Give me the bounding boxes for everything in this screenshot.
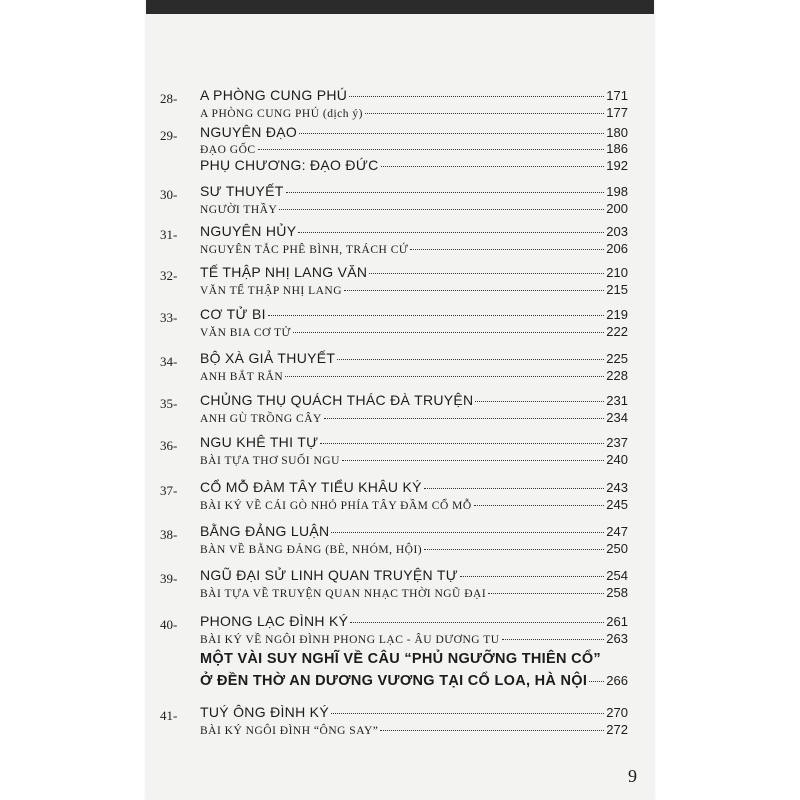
toc-leader-dots	[293, 332, 604, 333]
toc-entry-number: 38-	[160, 527, 178, 542]
toc-line	[200, 264, 628, 280]
toc-leader-dots	[410, 249, 604, 250]
toc-leader-dots	[350, 622, 604, 623]
toc-page-number: 272	[606, 722, 628, 737]
toc-leader-dots	[279, 209, 604, 210]
toc-leader-dots	[502, 639, 605, 640]
toc-line-title: A PHÒNG CUNG PHÚ	[200, 87, 348, 103]
toc-line	[200, 324, 628, 339]
toc-line-title: PHỤ CHƯƠNG: ĐẠO ĐỨC	[200, 157, 379, 173]
toc-page-number: 234	[606, 410, 628, 425]
toc-line	[200, 223, 628, 239]
page-number: 9	[628, 766, 637, 786]
toc-line-title: ĐẠO GỐC	[200, 144, 256, 156]
toc-entry-number: 39-	[160, 571, 178, 586]
toc-leader-dots	[474, 505, 605, 506]
toc-entry-number: 28-	[160, 91, 178, 106]
toc-leader-dots	[324, 418, 604, 419]
toc-page-number: 215	[606, 282, 628, 297]
toc-line	[200, 157, 628, 173]
toc-entry-number: 31-	[160, 227, 178, 242]
toc-entry-number: 33-	[160, 310, 178, 325]
toc-leader-dots	[381, 166, 605, 167]
toc-line	[200, 241, 628, 256]
toc-entry-number: 41-	[160, 708, 178, 723]
toc-page-number: 247	[606, 524, 628, 539]
toc-page-number: 243	[606, 480, 628, 495]
toc-line-title: NGŨ ĐẠI SỬ LINH QUAN TRUYỆN TỰ	[200, 567, 458, 583]
page-top-shadow	[146, 0, 654, 14]
toc-leader-dots	[589, 681, 604, 682]
toc-entry-number: 32-	[160, 268, 178, 283]
toc-page-number: 263	[606, 631, 628, 646]
toc-leader-dots	[424, 549, 604, 550]
toc-line-title: CHỦNG THỤ QUÁCH THÁC ĐÀ TRUYỆN	[200, 392, 474, 408]
toc-line-title: BÀI KÝ VỀ NGÔI ĐÌNH PHONG LẠC - ÂU DƯƠNG TU	[200, 634, 500, 646]
toc-line	[200, 350, 628, 366]
toc-line	[200, 704, 628, 720]
toc-page-number: 219	[606, 307, 628, 322]
toc-line	[200, 282, 628, 297]
toc-line-title: NGUYÊN HỦY	[200, 223, 297, 239]
toc-leader-dots	[344, 290, 604, 291]
toc-page-number: 177	[606, 105, 628, 120]
toc-page-number: 180	[606, 125, 628, 140]
toc-line-title: NGUYÊN ĐẠO	[200, 124, 298, 140]
toc-page-number: 261	[606, 614, 628, 629]
toc-line	[200, 567, 628, 583]
toc-page-number: 266	[606, 673, 628, 688]
toc-line	[200, 124, 628, 140]
toc-line-title: BÀI TỰA THƠ SUỐI NGU	[200, 455, 340, 467]
toc-leader-dots	[380, 730, 604, 731]
toc-page-number: 228	[606, 368, 628, 383]
toc-leader-dots	[268, 315, 605, 316]
toc-line	[200, 673, 628, 689]
toc-page-number: 225	[606, 351, 628, 366]
toc-leader-dots	[331, 532, 604, 533]
toc-page-number: 254	[606, 568, 628, 583]
toc-leader-dots	[342, 460, 604, 461]
toc-leader-dots	[369, 273, 604, 274]
toc-page-number: 222	[606, 324, 628, 339]
toc-line-title: SƯ THUYẾT	[200, 183, 284, 199]
toc-line-title: ANH GÙ TRỒNG CÂY	[200, 413, 322, 425]
toc-line-title: NGUYÊN TẮC PHÊ BÌNH, TRÁCH CỨ	[200, 244, 409, 256]
toc-line-title: BÀI TỰA VỀ TRUYỆN QUAN NHẠC THỜI NGŨ ĐẠI	[200, 588, 487, 600]
toc-leader-dots	[475, 401, 604, 402]
toc-line	[200, 201, 628, 216]
toc-line	[200, 105, 628, 120]
toc-line-title: BÀI KÝ NGÔI ĐÌNH “ÔNG SAY”	[200, 725, 379, 737]
toc-leader-dots	[299, 133, 604, 134]
toc-line	[200, 613, 628, 629]
toc-line	[200, 410, 628, 425]
toc-line-title: BÀI KÝ VỀ CÁI GÒ NHỎ PHÍA TÂY ĐẦM CỔ MỖ	[200, 500, 472, 512]
toc-line-title: ANH BẮT RẮN	[200, 371, 284, 383]
toc-leader-dots	[424, 488, 605, 489]
toc-entry-number: 30-	[160, 187, 178, 202]
toc-leader-dots	[349, 96, 604, 97]
toc-page-number: 237	[606, 435, 628, 450]
toc-line	[200, 183, 628, 199]
toc-line	[200, 497, 628, 512]
toc-line-title: PHONG LẠC ĐÌNH KÝ	[200, 613, 349, 629]
toc-line	[200, 541, 628, 556]
toc-page-number: 171	[606, 88, 628, 103]
toc-page-number: 240	[606, 452, 628, 467]
toc-line-title: VĂN TẾ THẬP NHỊ LANG	[200, 285, 343, 297]
toc-line	[200, 722, 628, 737]
toc-line-title: BÀN VỀ BẰNG ĐẢNG (BÈ, NHÓM, HỘI)	[200, 544, 423, 556]
toc-page-number: 245	[606, 497, 628, 512]
toc-leader-dots	[365, 113, 604, 114]
toc-line	[200, 585, 628, 600]
toc-page-number: 258	[606, 585, 628, 600]
toc-entry-number: 35-	[160, 396, 178, 411]
toc-line-title: MỘT VÀI SUY NGHĨ VỀ CÂU “PHỦ NGƯỠNG THIÊN CỔ”	[200, 651, 601, 667]
toc-page-number: 250	[606, 541, 628, 556]
toc-leader-dots	[285, 376, 604, 377]
toc-page-number: 231	[606, 393, 628, 408]
toc-page-number: 192	[606, 158, 628, 173]
toc-line	[200, 651, 628, 667]
toc-entry-number: 29-	[160, 128, 178, 143]
toc-line	[200, 523, 628, 539]
toc-entry-number: 40-	[160, 617, 178, 632]
toc-line-title: BỘ XÀ GIẢ THUYẾT	[200, 350, 336, 366]
toc-line-title: NGƯỜI THẦY	[200, 204, 278, 216]
toc-line	[200, 434, 628, 450]
toc-page-number: 206	[606, 241, 628, 256]
toc-line-title: Ở ĐỀN THỜ AN DƯƠNG VƯƠNG TẠI CỔ LOA, HÀ NỘI	[200, 673, 588, 689]
toc-line-title: CỔ MỖ ĐÀM TÂY TIỂU KHÂU KÝ	[200, 479, 422, 495]
toc-line-title: VĂN BIA CƠ TỬ	[200, 327, 291, 339]
toc-page-number: 198	[606, 184, 628, 199]
toc-line-title: CƠ TỬ BI	[200, 306, 266, 322]
toc-page-number: 186	[606, 141, 628, 156]
toc-line-title: TẾ THẬP NHỊ LANG VĂN	[200, 264, 368, 280]
toc-leader-dots	[331, 713, 604, 714]
toc-entry-number: 34-	[160, 354, 178, 369]
toc-leader-dots	[337, 359, 604, 360]
toc-line-title: NGU KHÊ THI TỰ	[200, 434, 319, 450]
toc-line	[200, 87, 628, 103]
toc-page-number: 210	[606, 265, 628, 280]
toc-entry-number: 36-	[160, 438, 178, 453]
toc-line	[200, 368, 628, 383]
toc-leader-dots	[460, 576, 604, 577]
toc-leader-dots	[286, 192, 605, 193]
toc-line	[200, 392, 628, 408]
toc-page-number: 270	[606, 705, 628, 720]
toc-line	[200, 141, 628, 156]
toc-leader-dots	[320, 443, 604, 444]
toc-line-title: BẰNG ĐẢNG LUẬN	[200, 523, 330, 539]
toc-leader-dots	[258, 149, 605, 150]
toc-page-number: 200	[606, 201, 628, 216]
toc-line	[200, 631, 628, 646]
toc-entry-number: 37-	[160, 483, 178, 498]
toc-line-title: TUÝ ÔNG ĐÌNH KÝ	[200, 704, 329, 720]
toc-page-number: 203	[606, 224, 628, 239]
toc-leader-dots	[298, 232, 604, 233]
toc-line-title: A PHÒNG CUNG PHÚ (dịch ý)	[200, 108, 363, 120]
toc-leader-dots	[488, 593, 604, 594]
toc-line	[200, 452, 628, 467]
toc-line	[200, 306, 628, 322]
toc-line	[200, 479, 628, 495]
